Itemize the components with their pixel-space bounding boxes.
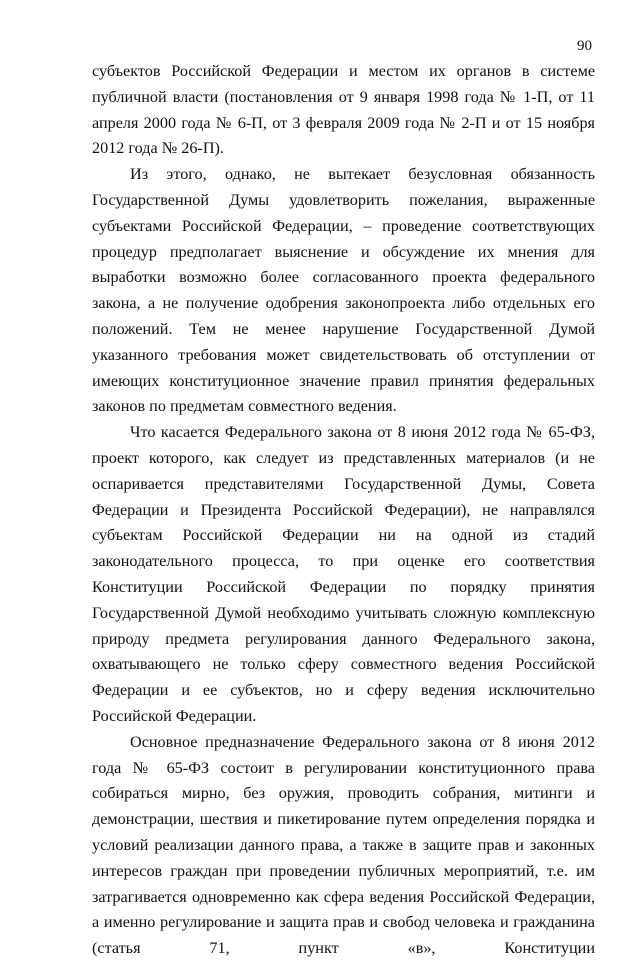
paragraph-continuation: субъектов Российской Федерации и местом их органов в системе публичной власти (постановления от 9 января 1998 года № 1-П, от 11 апреля 2000 года № 6-П, от 3 февраля 2009 года № 2-П и от 15 ноября 2012 года № 26-П). bbox=[92, 62, 595, 158]
paragraph-law-purpose: Основное предназначение Федерального закона от 8 июня 2012 года № 65-ФЗ состоит в регулировании конституционного права собираться мирно, без оружия, проводить собрания, митинги и демонстрации, шествия и пикетирование путем определения порядка и условий реализации данного права, а также в защите прав и законных интересов граждан при проведении публичных мероприятий, т.е. им затрагивается одновременно как сфера ведения Российской Федерации, а именно регулирование и защита прав и свобод человека и гражданина (статья 71, пункт «в», Конституции bbox=[92, 732, 595, 958]
paragraph-federal-law-project: Что касается Федерального закона от 8 июня 2012 года № 65-ФЗ, проект которого, как следует из представленных материалов (и не оспаривается представителями Государственной Думы, Совета Федерации и Президента Российской Федерации), не направлялся субъектам Российской Федерации ни на одной из стадий законодательного процесса, то при оценке его соответствия Конституции Российской Федерации по порядку принятия Государственной Думой необходимо учитывать сложную комплексную природу предмета регулирования данного Федерального закона, охватывающего не только сферу совместного ведения Российской Федерации и ее субъектов, но и сферу ведения исключительно Российской Федерации. bbox=[92, 423, 595, 725]
page-number: 90 bbox=[577, 38, 592, 54]
paragraph-duma-obligation: Из этого, однако, не вытекает безусловная обязанность Государственной Думы удовлетворить пожелания, выраженные субъектами Российской Федерации, – проведение соответствующих процедур предполагает выяснение и обсуждение их мнения для выработки возможно более согласованного проекта федерального закона, а не получение одобрения законопроекта либо отдельных его положений. Тем не менее нарушение Государственной Думой указанного требования может свидетельствовать об отступлении от имеющих конституционное значение правил принятия федеральных законов по предметам совместного ведения. bbox=[92, 165, 595, 416]
document-body bbox=[92, 59, 595, 962]
